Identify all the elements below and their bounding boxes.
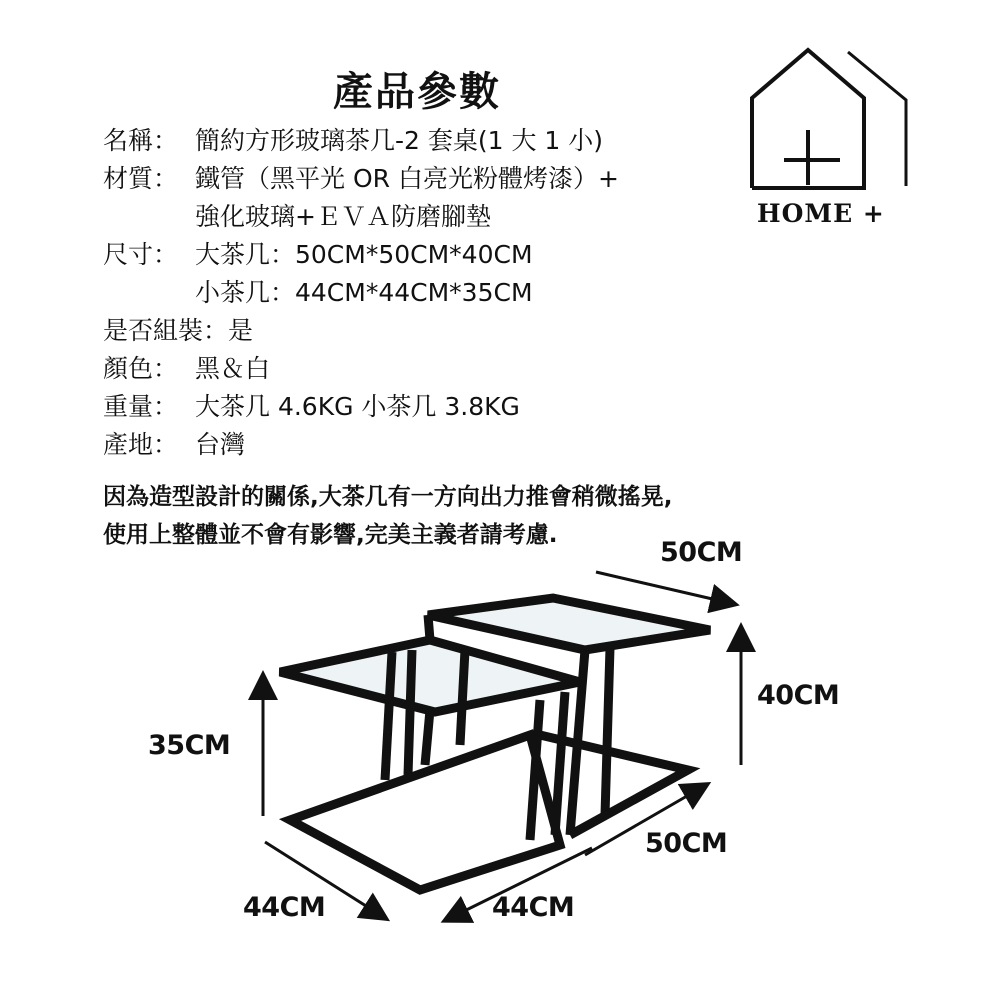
spec-size-label: 尺寸：: [103, 240, 179, 269]
spec-color-label: 顏色：: [103, 354, 179, 383]
logo-text: HOME +: [757, 199, 885, 228]
small-table-leg: [460, 650, 465, 745]
spec-material-value-1: 鐵管（黑平光 OR 白亮光粉體烤漆）+: [195, 164, 619, 193]
spec-origin-value: 台灣: [195, 430, 246, 459]
spec-name-label: 名稱：: [103, 126, 179, 155]
big-table-leg: [605, 648, 610, 815]
spec-name-value: 簡約方形玻璃茶几-2 套桌(1 大 1 小): [195, 126, 604, 155]
spec-size-value-2: 小茶几：44CM*44CM*35CM: [195, 278, 533, 307]
spec-color-value: 黑＆白: [195, 354, 271, 383]
spec-weight-value: 大茶几 4.6KG 小茶几 3.8KG: [195, 392, 520, 421]
small-table-glass: [282, 640, 580, 712]
small-table-leg: [408, 650, 412, 775]
spec-size-value-1: 大茶几：50CM*50CM*40CM: [195, 240, 533, 269]
dim-small-width: 44CM: [243, 892, 326, 923]
small-table-leg: [425, 710, 430, 765]
spec-origin-label: 產地：: [103, 430, 179, 459]
spec-weight-label: 重量：: [103, 392, 179, 421]
top-width-arrow: [596, 572, 734, 604]
spec-assembly-value: 是: [228, 316, 254, 345]
dim-big-height: 40CM: [757, 680, 840, 711]
dim-small-depth: 44CM: [492, 892, 575, 923]
note-line-1: 因為造型設計的關係,大茶几有一方向出力推會稍微搖晃,: [103, 484, 673, 510]
page-title: 產品參數: [333, 69, 501, 115]
note-line-2: 使用上整體並不會有影響,完美主義者請考慮.: [103, 522, 558, 548]
dim-small-height: 35CM: [148, 730, 231, 761]
spec-material-label: 材質：: [103, 164, 179, 193]
dim-top-width: 50CM: [660, 537, 743, 568]
spec-material-value-2: 強化玻璃+ＥＶＡ防磨腳墊: [195, 202, 491, 231]
dim-big-depth: 50CM: [645, 828, 728, 859]
small-table-leg: [555, 692, 565, 835]
spec-assembly-label: 是否組裝：: [103, 316, 229, 345]
